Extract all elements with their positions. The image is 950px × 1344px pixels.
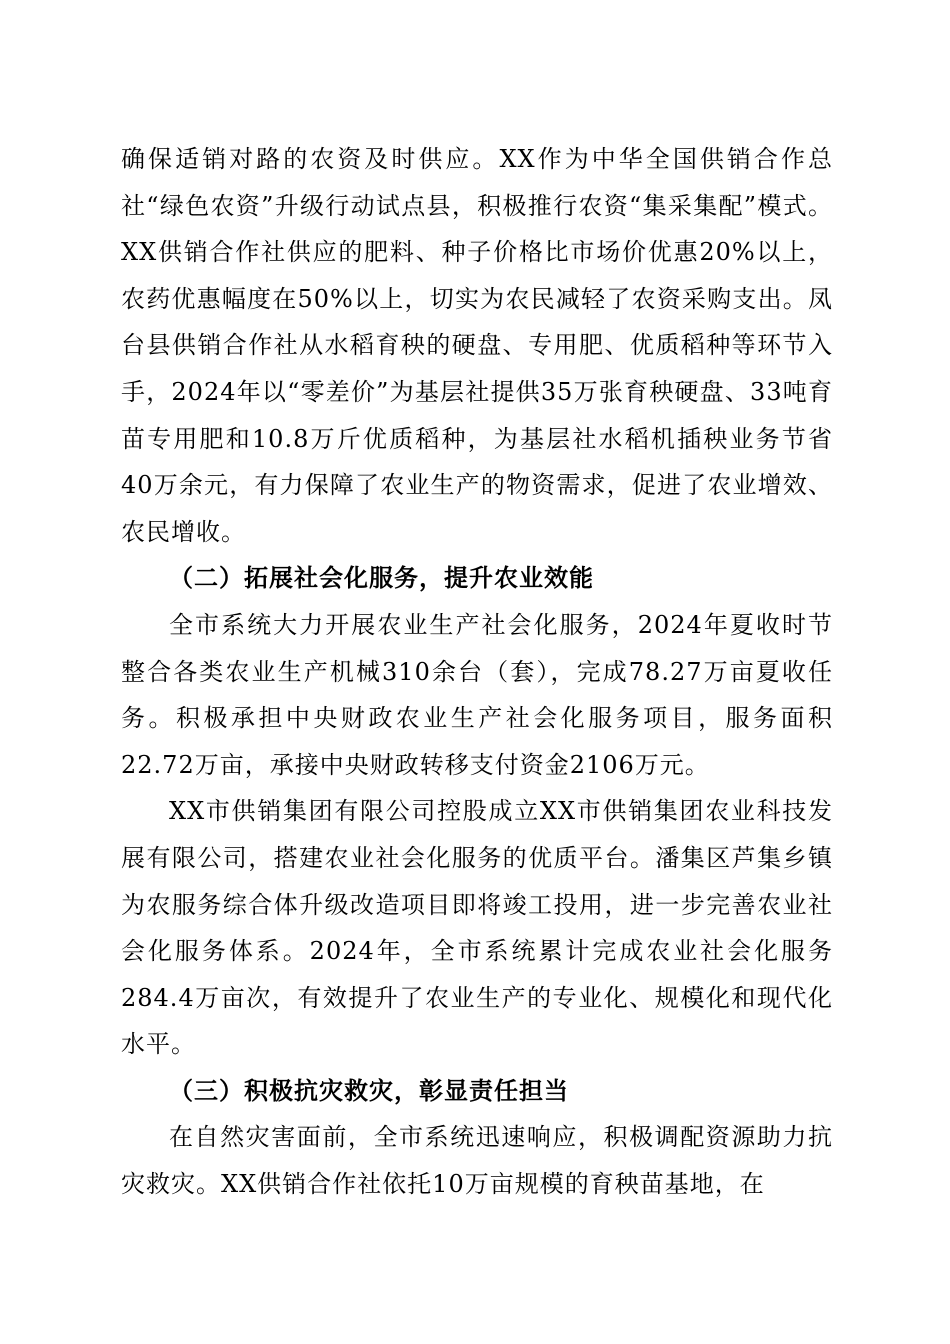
paragraph: XX市供销集团有限公司控股成立XX市供销集团农业科技发展有限公司，搭建农业社会化服务的优质平台。潘集区芦集乡镇为农服务综合体升级改造项目即将竣工投用，进一步完善农业社会化服务体系。2024年，全市系统累计完成农业社会化服务284.4万亩次，有效提升了农业生产的专业化、规模化和现代化水平。 (121, 797, 833, 1059)
paragraph: 全市系统大力开展农业生产社会化服务，2024年夏收时节整合各类农业生产机械310余台（套），完成78.27万亩夏收任务。积极承担中央财政农业生产社会化服务项目，服务面积22.72万亩，承接中央财政转移支付资金2106万元。 (121, 610, 833, 779)
paragraph: 在自然灾害面前，全市系统迅速响应，积极调配资源助力抗灾救灾。XX供销合作社依托10万亩规模的育秧苗基地，在 (121, 1123, 833, 1199)
section-heading-3: （三）积极抗灾救灾，彰显责任担当 (169, 1075, 569, 1105)
section-heading-2: （二）拓展社会化服务，提升农业效能 (169, 563, 594, 593)
paragraph-continuation: 确保适销对路的农资及时供应。XX作为中华全国供销合作总社“绿色农资”升级行动试点县，积极推行农资“集采集配”模式。XX供销合作社供应的肥料、种子价格比市场价优惠20%以上，农药优惠幅度在50%以上，切实为农民减轻了农资采购支出。凤台县供销合作社从水稻育秧的硬盘、专用肥、优质稻种等环节入手，2024年以“零差价”为基层社提供35万张育秧硬盘、33吨育苗专用肥和10.8万斤优质稻种，为基层社水稻机插秧业务节省40万余元，有力保障了农业生产的物资需求，促进了农业增效、农民增收。 (121, 145, 833, 546)
document-body (121, 136, 833, 1208)
